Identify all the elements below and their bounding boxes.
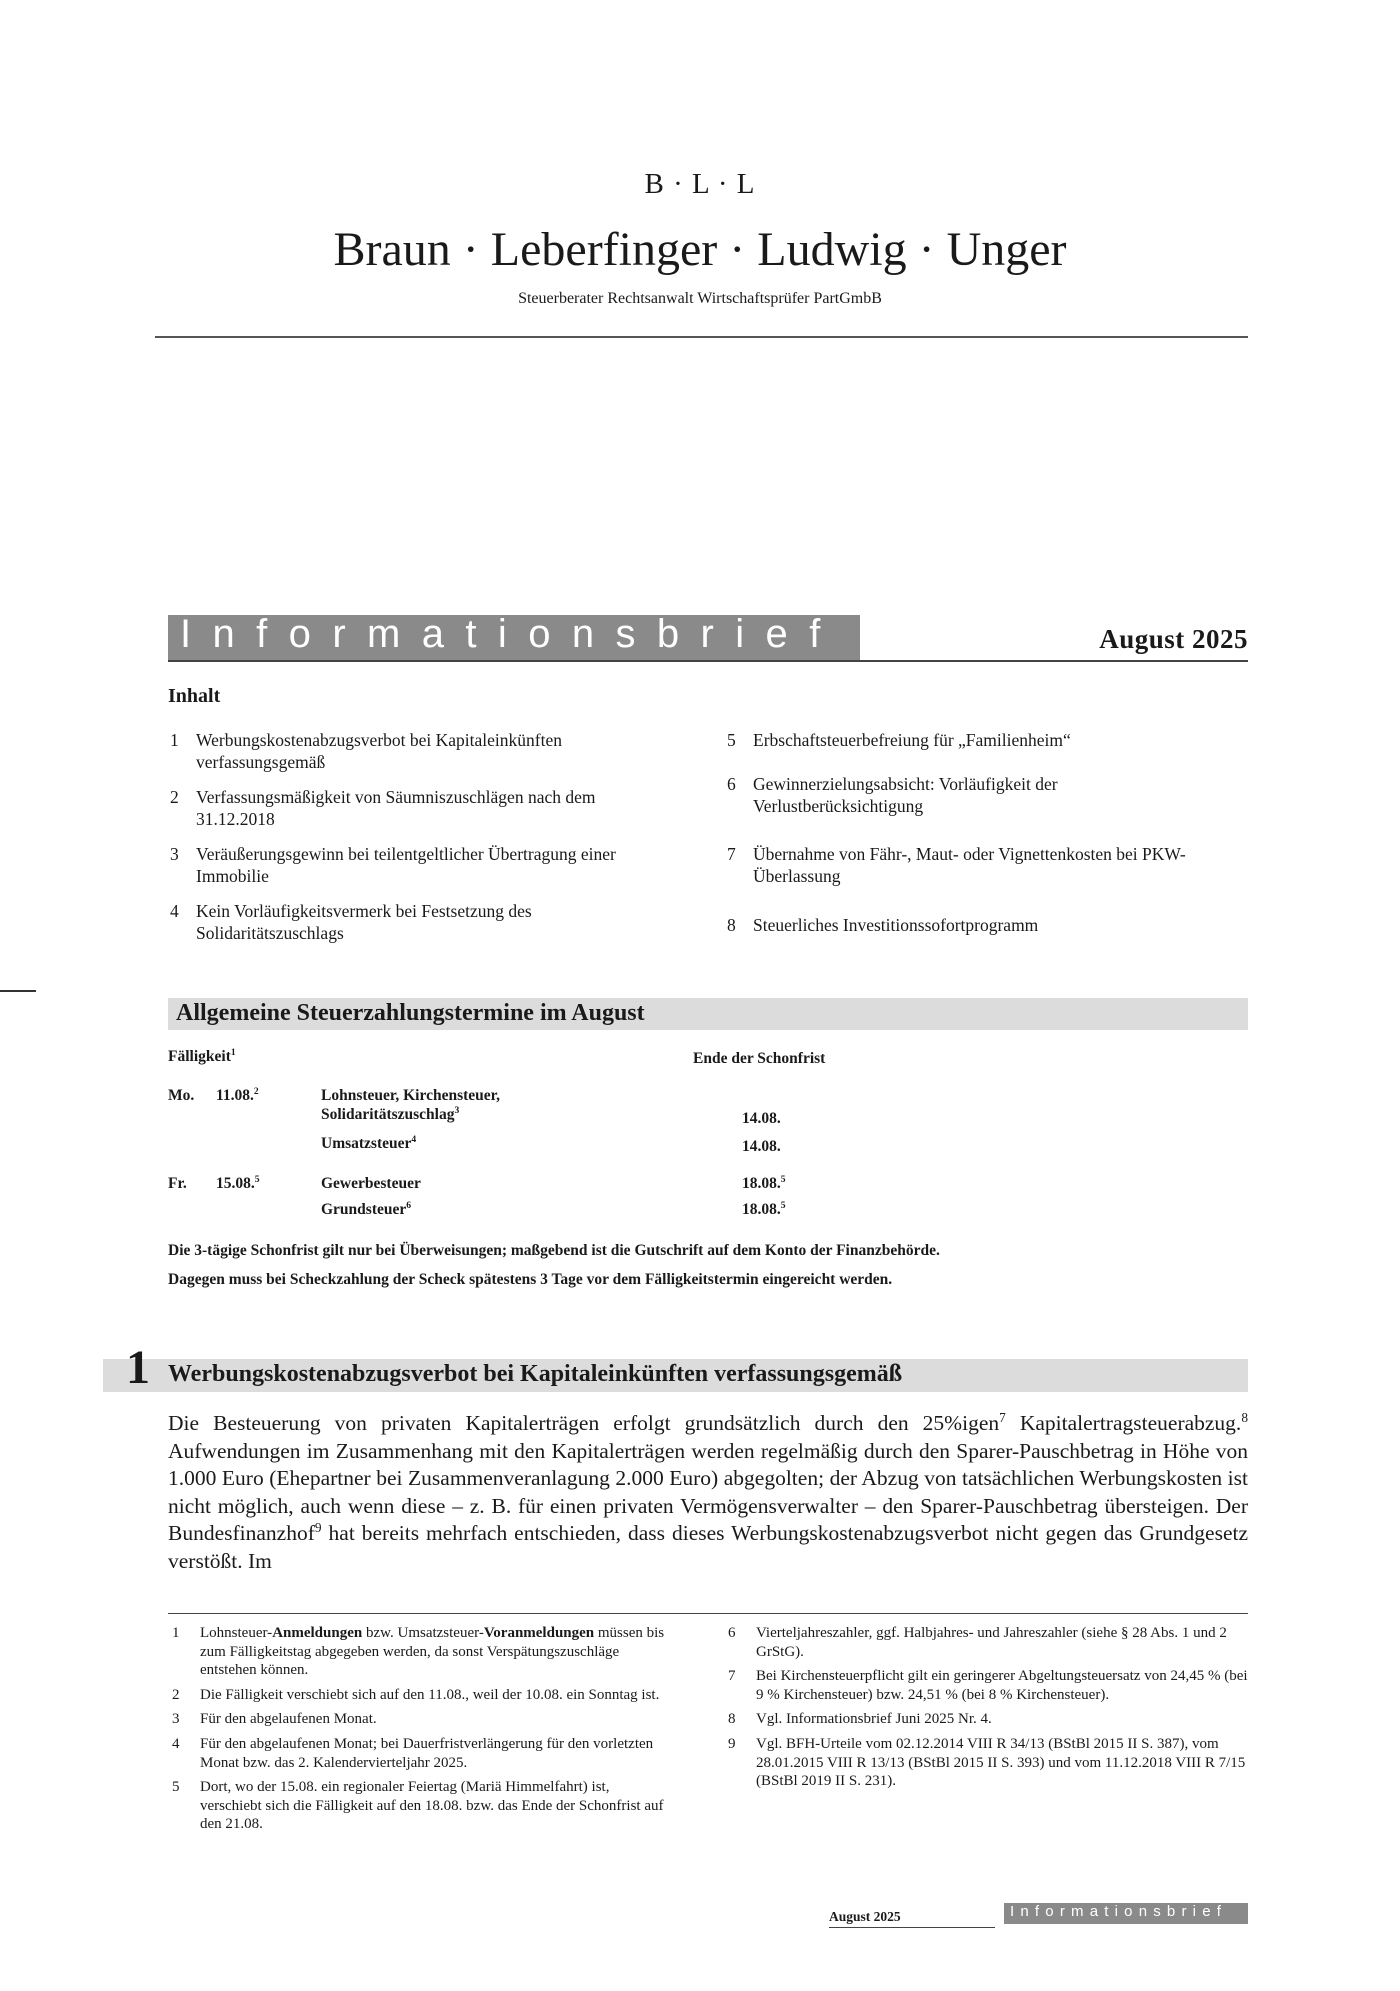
contents-heading: Inhalt: [168, 685, 221, 707]
contents-item-text: Übernahme von Fähr-, Maut- oder Vignettenkosten bei PKW-Überlassung: [753, 844, 1186, 886]
contents-item: [727, 914, 1217, 936]
section-body: Die Besteuerung von privaten Kapitalerträgen erfolgt grundsätzlich durch den 25%igen$^7$ Kapitalertragsteuerabzug.$^8$ Aufwendungen im Zusammenhang mit den Kapitalerträgen werden regelmäßig durch den Sparer-Pauschbetrag in Höhe von 1.000 Euro (Ehepartner bei Zusammenveranlagung 2.000 Euro) abgegolten; der Abzug von tatsächlichen Werbungskosten ist nicht möglich, auch wenn diese – z. B. für einen privaten Vermögensverwalter – den Sparer-Pauschbetrag übersteigen. Der Bundesfinanzhof$^9$ hat bereits mehrfach entschieden, dass dieses Werbungskostenabzugsverbot nicht gegen das Grundgesetz verstößt. Im: [168, 1409, 1248, 1573]
contents-item-number: 3: [170, 844, 179, 864]
tax-dates-heading: Allgemeine Steuerzahlungstermine im August: [176, 1000, 645, 1026]
footnotes-column-left: [172, 1624, 670, 1840]
footnote-number: 4: [172, 1735, 180, 1752]
footnote: 4 Für den abgelaufenen Monat; bei Dauerfristverlängerung für den vorletzten Monat bzw. das 2. Kalendervierteljahr 2025.: [172, 1735, 654, 1771]
column-header-due-date: Fälligkeit$^1$: [168, 1046, 236, 1065]
newsletter-title: Informationsbrief: [180, 612, 842, 656]
contents-item-text: Gewinnerzielungsabsicht: Vorläufigkeit der Verlustberücksichtigung: [753, 774, 1058, 816]
issue-date: August 2025: [1099, 624, 1248, 654]
footnote: 7 Bei Kirchensteuerpflicht gilt ein geringerer Abgeltungsteuersatz von 24,45 % (bei 9 % Kirchensteuer) bzw. 24,51 % (bei 8 % Kirchensteuer).: [728, 1668, 1248, 1703]
footer-underline: [829, 1927, 995, 1928]
fold-mark: [0, 990, 36, 992]
footnote-ref: 7: [999, 1409, 1006, 1425]
footnote-number: 8: [728, 1711, 736, 1728]
letterhead-divider: [155, 336, 1248, 338]
footnote: 8 Vgl. Informationsbrief Juni 2025 Nr. 4.: [728, 1711, 992, 1728]
firm-subtitle: Steuerberater Rechtsanwalt Wirtschaftsprüfer PartGmbB: [518, 290, 882, 307]
footnote-number: 7: [728, 1668, 736, 1685]
footnote-number: 9: [728, 1735, 736, 1752]
contents-item: [170, 900, 660, 944]
contents-item-text: Kein Vorläufigkeitsvermerk bei Festsetzung des Solidaritätszuschlags: [196, 901, 532, 943]
tax-type: Grundsteuer$^6$: [321, 1199, 412, 1218]
footer-label: Informationsbrief: [1010, 1903, 1228, 1920]
contents-item-number: 7: [727, 844, 736, 864]
footnote-ref: 9: [314, 1519, 322, 1535]
due-date: 15.08.$^5$: [216, 1173, 260, 1192]
tax-type: Solidaritätszuschlag$^3$: [321, 1104, 460, 1123]
tax-type: Lohnsteuer, Kirchensteuer,: [321, 1087, 500, 1104]
tax-type: Gewerbesteuer: [321, 1175, 421, 1192]
due-weekday: Mo.: [168, 1087, 195, 1104]
contents-item-text: Steuerliches Investitionssofortprogramm: [753, 915, 1039, 935]
footnote: 3 Für den abgelaufenen Monat.: [172, 1711, 377, 1728]
contents-item-number: 6: [727, 774, 736, 794]
contents-item-number: 1: [170, 730, 179, 750]
footnote: 1 Lohnsteuer-Anmeldungen bzw. Umsatzsteuer-Voranmeldungen müssen bis zum Fälligkeitstag abgegeben werden, da sonst Verspätungszuschläge entstehen können.: [172, 1625, 665, 1679]
title-divider: [168, 660, 1248, 662]
footnotes-column-right: [728, 1624, 1248, 1797]
contents-item: [727, 729, 1217, 751]
contents-item-number: 2: [170, 787, 179, 807]
due-weekday: Fr.: [168, 1175, 187, 1192]
contents-item-text: Erbschaftsteuerbefreiung für „Familienheim“: [753, 730, 1071, 750]
contents-item: [170, 786, 660, 830]
section-number: 1: [126, 1341, 150, 1394]
footnote: 2 Die Fälligkeit verschiebt sich auf den 11.08., weil der 10.08. ein Sonntag ist.: [172, 1686, 660, 1703]
section-title: Werbungskostenabzugsverbot bei Kapitaleinkünften verfassungsgemäß: [168, 1361, 903, 1387]
grace-period-note: Die 3-tägige Schonfrist gilt nur bei Überweisungen; maßgebend ist die Gutschrift auf dem Konto der Finanzbehörde.: [168, 1242, 940, 1259]
contents-item: [727, 843, 1217, 887]
footnote: 9 Vgl. BFH-Urteile vom 02.12.2014 VIII R 34/13 (BStBl 2015 II S. 387), vom 28.01.2015 VIII R 13/13 (BStBl 2015 II S. 393) und vom 11.12.2018 VIII R 7/15 (BStBl 2019 II S. 231).: [728, 1735, 1246, 1790]
footnote: 5 Dort, wo der 15.08. ein regionaler Feiertag (Mariä Himmelfahrt) ist, verschiebt sich die Fälligkeit auf den 18.08. bzw. das Ende der Schonfrist auf den 21.08.: [172, 1779, 664, 1833]
footnote-number: 1: [172, 1625, 180, 1641]
grace-period-end: 14.08.: [742, 1138, 781, 1155]
cheque-payment-note: Dagegen muss bei Scheckzahlung der Scheck spätestens 3 Tage vor dem Fälligkeitstermin eingereicht werden.: [168, 1271, 893, 1288]
grace-period-end: 14.08.: [742, 1110, 781, 1127]
footnotes-divider: [168, 1613, 1248, 1614]
contents-item: [727, 773, 1217, 817]
contents-item-number: 8: [727, 915, 736, 935]
footnote-number: 3: [172, 1711, 180, 1728]
column-header-grace-period: Ende der Schonfrist: [693, 1050, 826, 1067]
footnote-ref: 8: [1241, 1409, 1248, 1425]
contents-column-left: [170, 729, 660, 957]
firm-initials: B · L · L: [644, 168, 756, 200]
contents-item-number: 4: [170, 901, 179, 921]
tax-type: Umsatzsteuer$^4$: [321, 1133, 417, 1152]
contents-item-text: Werbungskostenabzugsverbot bei Kapitaleinkünften verfassungsgemäß: [196, 730, 562, 772]
contents-column-right: [727, 729, 1217, 949]
footnote-number: 2: [172, 1686, 180, 1703]
contents-item-text: Veräußerungsgewinn bei teilentgeltlicher Übertragung einer Immobilie: [196, 844, 616, 886]
contents-item: [170, 729, 660, 773]
firm-name: Braun · Leberfinger · Ludwig · Unger: [333, 223, 1067, 276]
grace-period-end: 18.08.$^5$: [742, 1199, 786, 1218]
grace-period-end: 18.08.$^5$: [742, 1173, 786, 1192]
footer-date: August 2025: [829, 1909, 901, 1924]
contents-item: [170, 843, 660, 887]
footnote: 6 Vierteljahreszahler, ggf. Halbjahres- und Jahreszahler (siehe § 28 Abs. 1 und 2 GrStG).: [728, 1625, 1227, 1660]
footnote-number: 6: [728, 1625, 736, 1641]
contents-item-number: 5: [727, 730, 736, 750]
due-date: 11.08.$^2$: [216, 1085, 259, 1104]
contents-item-text: Verfassungsmäßigkeit von Säumniszuschlägen nach dem 31.12.2018: [196, 787, 596, 829]
footnote-number: 5: [172, 1779, 180, 1796]
